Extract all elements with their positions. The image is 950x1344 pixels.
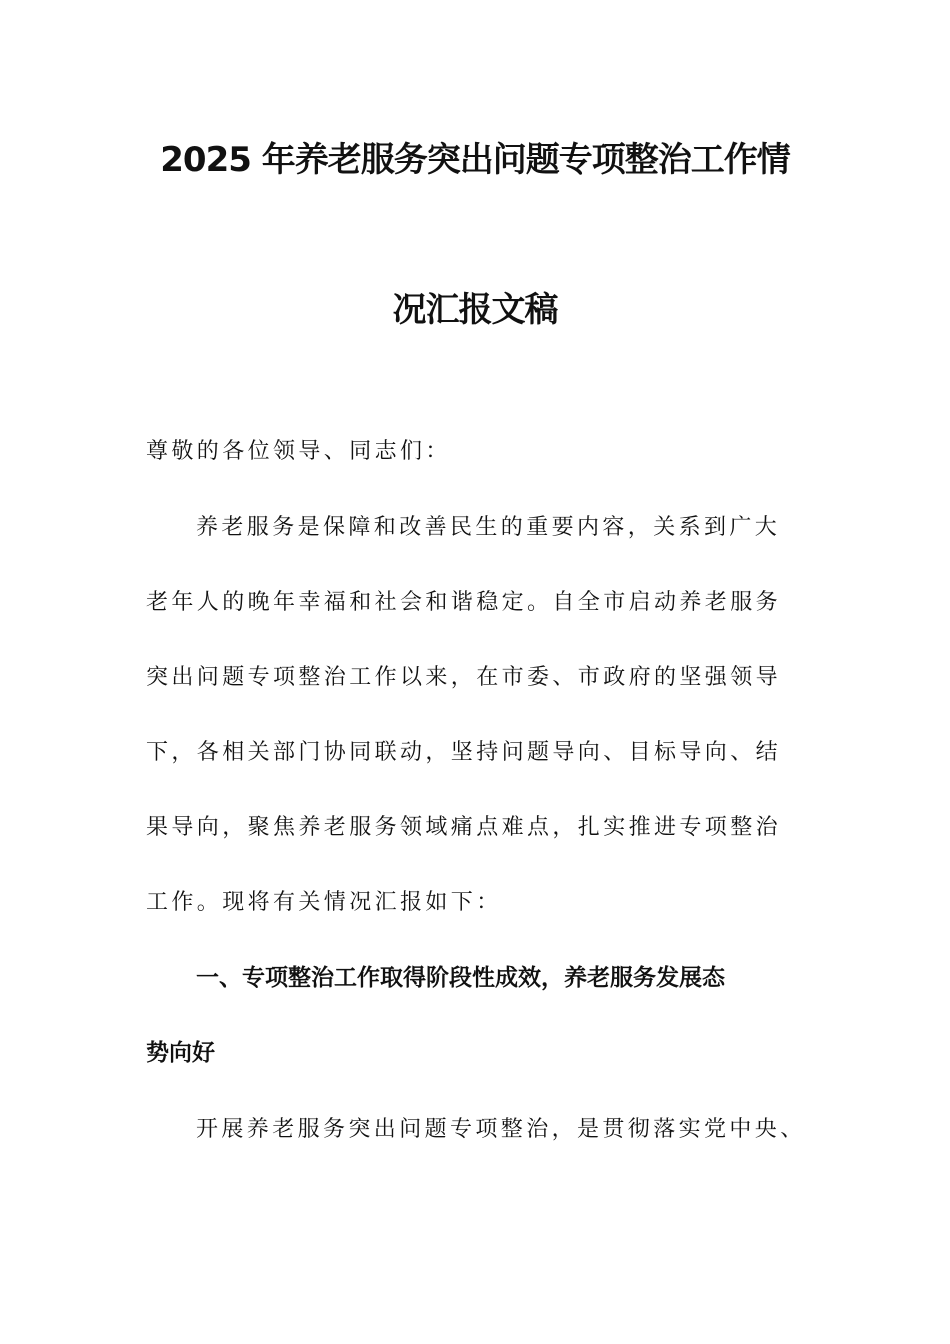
- paragraph-line: 老年人的晚年幸福和社会和谐稳定。自全市启动养老服务: [146, 590, 782, 615]
- document-title-line-2: 况汇报文稿: [392, 290, 558, 330]
- paragraph-line: 养老服务是保障和改善民生的重要内容，关系到广大: [196, 515, 781, 540]
- salutation: 尊敬的各位领导、同志们：: [146, 439, 451, 464]
- paragraph-line: 工作。现将有关情况汇报如下：: [146, 890, 502, 915]
- paragraph-line: 下，各相关部门协同联动，坚持问题导向、目标导向、结: [146, 740, 782, 765]
- document-title-line-1: 2025 年养老服务突出问题专项整治工作情: [160, 140, 790, 180]
- section-heading-line-1: 一、专项整治工作取得阶段性成效，养老服务发展态: [196, 965, 725, 991]
- section-heading-line-2: 势向好: [146, 1040, 215, 1066]
- paragraph-line: 开展养老服务突出问题专项整治，是贯彻落实党中央、: [196, 1117, 806, 1142]
- paragraph-line: 突出问题专项整治工作以来，在市委、市政府的坚强领导: [146, 665, 782, 690]
- paragraph-line: 果导向，聚焦养老服务领域痛点难点，扎实推进专项整治: [146, 815, 782, 840]
